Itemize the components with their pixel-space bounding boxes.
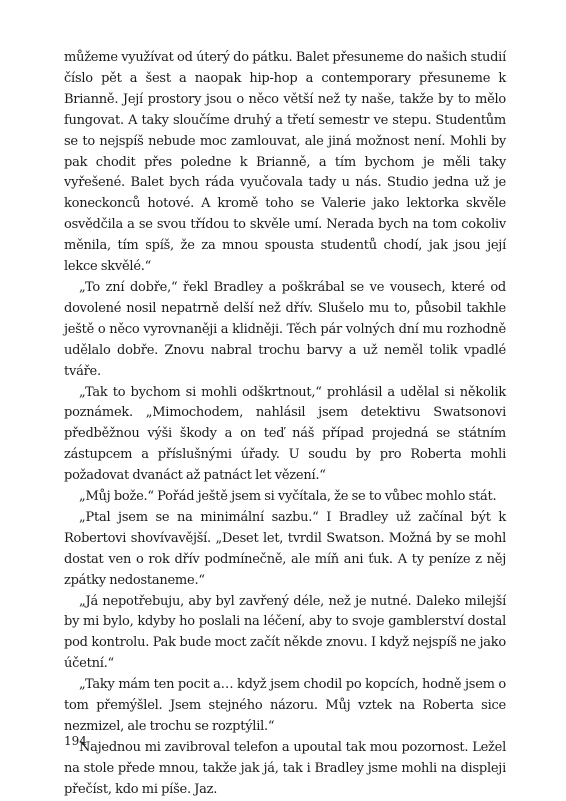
paragraph-8: Najednou mi zavibroval telefon a upoutal tak mou pozornost. Ležel na stole přede mnou, takže jak já, tak i Bradley jsme mohli na displeji přečíst, kdo mi píše. Jaz.: [64, 739, 506, 797]
paragraph-5: „Ptal jsem se na minimální sazbu.“ I Bradley už začínal být k Robertovi shovívavější. „Deset let, tvrdil Swatson. Možná by se mohl dostat ven o rok dřív podmínečně, ale míň ani ťuk. A ty peníze z něj zpátky nedostaneme.“: [64, 509, 506, 588]
page-number: 194: [64, 734, 87, 748]
paragraph-4: „Můj bože.“ Pořád ještě jsem si vyčítala, že se to vůbec mohlo stát.: [79, 489, 497, 505]
body-text: [64, 48, 506, 801]
paragraph-6: „Já nepotřebuju, aby byl zavřený déle, než je nutné. Daleko milejší by mi bylo, kdyby ho poslali na léčení, aby to svoje gamblerství dostal pod kontrolu. Pak bude moct začít někde znovu. I když nejspíš ne jako účetní.“: [64, 593, 506, 672]
paragraph-1: můžeme využívat od úterý do pátku. Balet přesuneme do našich studií číslo pět a šest a naopak hip-hop a contemporary přesuneme k Brianně. Její prostory jsou o něco větší než ty naše, takže by to mělo fungovat. A taky sloučíme druhý a třetí semestr ve stepu. Studentům se to nejspíš nebude moc zamlouvat, ale jiná možnost není. Mohli by pak chodit přes poledne k Brianně, a tím bychom je měli taky vyřešené. Balet bych ráda vyučovala tady u nás. Studio jedna už je koneckonců hotové. A kromě toho se Valerie jako lektorka skvěle osvědčila a se svou třídou to skvěle umí. Nerada bych na tom cokoliv měnila, tím spíš, že za mnou spousta studentů chodí, jak jsou její lekce skvělé.“: [64, 50, 506, 275]
paragraph-3: „Tak to bychom si mohli odškrtnout,“ prohlásil a udělal si několik poznámek. „Mimochodem, nahlásil jsem detektivu Swatsonovi předběžnou výši škody a on teď náš případ projedná se státním zástupcem a příslušnými úřady. U soudu by pro Roberta mohli požadovat dvanáct až patnáct let vězení.“: [64, 384, 506, 484]
paragraph-7: „Taky mám ten pocit a… když jsem chodil po kopcích, hodně jsem o tom přemýšlel. Jsem stejného názoru. Můj vztek na Roberta sice nezmizel, ale trochu se rozptýlil.“: [64, 677, 506, 734]
paragraph-2: „To zní dobře,“ řekl Bradley a poškrábal se ve vousech, které od dovolené nosil nepatrně delší než dřív. Slušelo mu to, působil takhle ještě o něco vyrovnaněji a klidněji. Těch pár volných dní mu rozhodně udělalo dobře. Znovu nabral trochu barvy a už neměl tolik vpadlé tváře.: [64, 279, 506, 379]
